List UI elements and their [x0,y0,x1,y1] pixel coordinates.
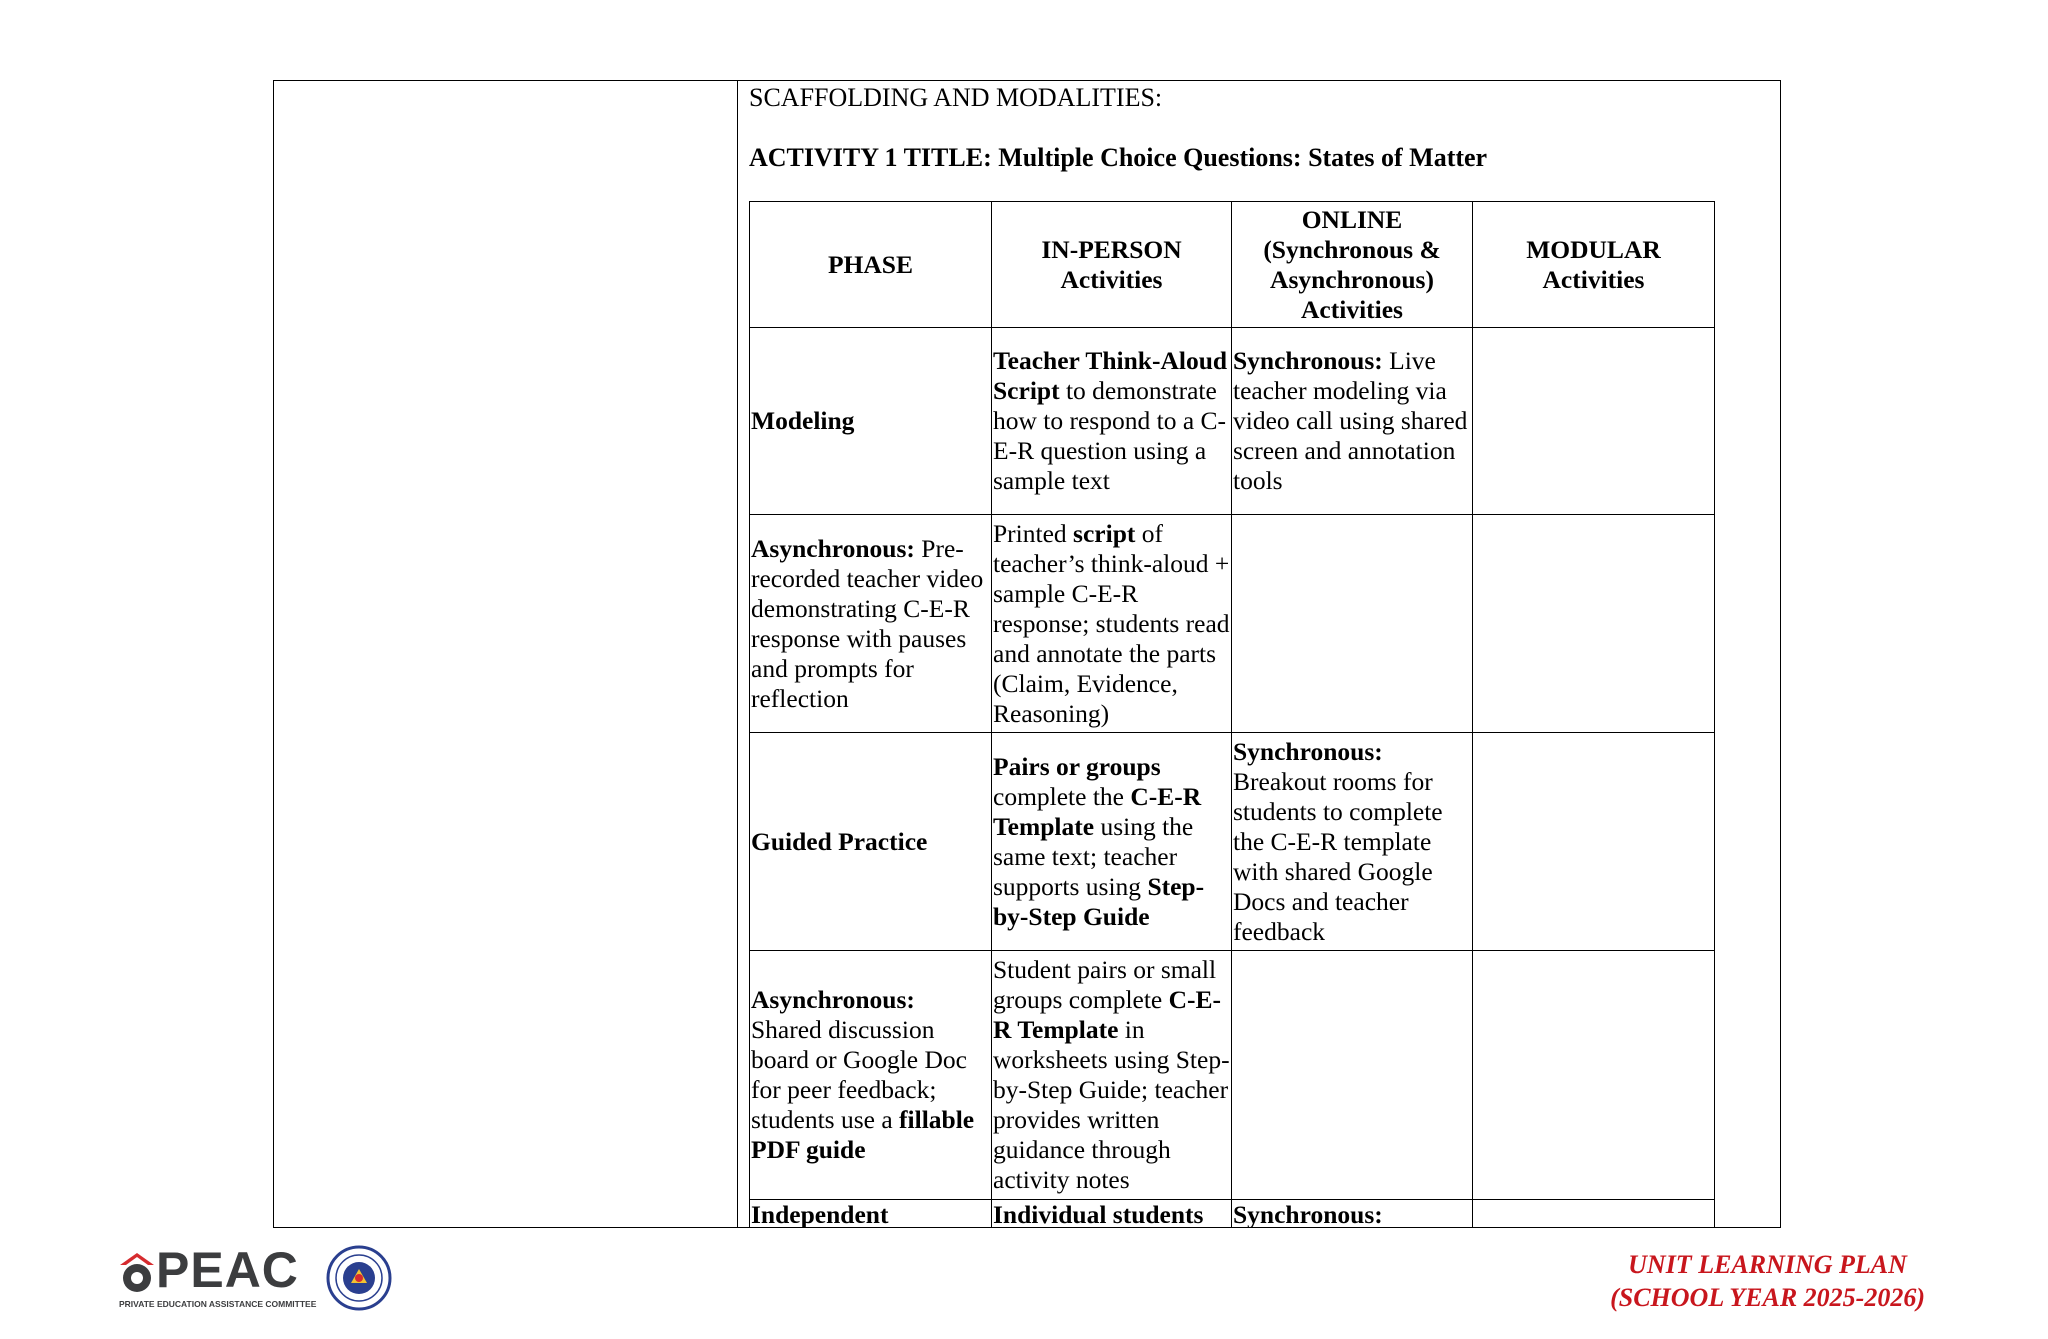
header-online-line1: ONLINE [1301,204,1403,234]
inperson-bold: Individual students [993,1200,1204,1227]
modeling-inperson-cell [992,328,1232,515]
document-frame [273,80,1781,1228]
inperson-bold-3: Step-by-Step Guide [993,871,1205,931]
table-row [750,515,1715,733]
header-phase: PHASE [750,202,992,328]
header-online-line3: Asynchronous) [1270,264,1434,294]
peac-wordmark: PEAC [156,1242,299,1298]
guided-online-cell [1232,733,1473,951]
independent-modular-cell [1473,1200,1715,1228]
guided-inperson-cell [992,733,1232,951]
phase-label: Modeling [751,406,855,435]
guided-async-inperson-cell [992,951,1232,1200]
footer-plan-title [1610,1248,1925,1314]
phase-label: Guided Practice [751,826,928,856]
table-row [750,733,1715,951]
online-bold: Synchronous: [1233,346,1383,375]
inperson-bold: Teacher Think-Aloud Script [993,346,1228,405]
inperson-text-1: Student pairs or small groups complete [993,955,1217,1014]
deped-seal-icon [326,1245,392,1311]
header-online-line4: Activities [1301,294,1403,324]
scaffolding-table [749,201,1715,1227]
right-column [738,81,1780,1227]
phase-bold: Asynchronous: [751,533,915,563]
phase-modeling [750,328,992,515]
guided-async-phase-cell [750,951,992,1200]
table-row [750,328,1715,515]
phase-label: Independent [751,1200,889,1227]
independent-online-cell [1232,1200,1473,1228]
inperson-text-2: using the same text; teacher supports using [993,811,1194,901]
peac-house-icon [118,1251,156,1295]
table-row [750,951,1715,1200]
inperson-text-2: of teacher’s think-aloud + sample C-E-R response; students read and annotate the parts (Claim, Evidence, Reasoning) [993,518,1230,728]
table-header-row [750,202,1715,328]
modeling-online-cell [1232,328,1473,515]
peac-logo [118,1242,398,1315]
online-text: Breakout rooms for students to complete the C-E-R template with shared Google Docs and teacher feedback [1233,766,1443,946]
left-column [274,81,738,1227]
online-text: Live teacher modeling via video call using shared screen and annotation tools [1233,346,1468,495]
header-inperson [992,202,1232,328]
inperson-text-1: Printed [993,518,1074,548]
phase-text: Pre-recorded teacher video demonstrating C-E-R response with pauses and prompts for reflection [751,533,984,713]
activity-title: ACTIVITY 1 TITLE: Multiple Choice Questions: States of Matter [749,143,1488,172]
inperson-bold-2: C-E-R Template [993,781,1202,841]
phase-text: Shared discussion board or Google Doc for peer feedback; students use a [751,1015,967,1134]
phase-guided-practice [750,733,992,951]
inperson-bold: script [1073,518,1136,548]
inperson-text-1: complete the [993,781,1131,811]
table-row [750,1200,1715,1228]
header-online-line2: (Synchronous & [1263,234,1441,264]
modeling-async-inperson-cell [992,515,1232,733]
modeling-async-phase-cell [750,515,992,733]
online-bold: Synchronous: [1233,736,1383,766]
phase-independent [750,1200,992,1228]
phase-bold-2: fillable PDF guide [751,1105,975,1164]
header-inperson-line2: Activities [1060,264,1163,294]
header-modular [1473,202,1715,328]
section-heading: SCAFFOLDING AND MODALITIES: [749,83,1163,112]
peac-fullname: PRIVATE EDUCATION ASSISTANCE COMMITTEE [119,1299,317,1309]
inperson-text-2: in worksheets using Step-by-Step Guide; teacher provides written guidance through activity notes [993,1015,1230,1194]
independent-inperson-cell [992,1200,1232,1228]
header-online [1232,202,1473,328]
guided-async-online-cell [1232,951,1473,1200]
phase-bold-1: Asynchronous: [751,985,915,1014]
guided-async-modular-cell [1473,951,1715,1200]
inperson-bold: C-E-R Template [993,985,1222,1044]
plan-line-2: (SCHOOL YEAR 2025-2026) [1610,1283,1925,1312]
modeling-async-modular-cell [1473,515,1715,733]
header-modular-line2: Activities [1542,264,1645,294]
online-bold: Synchronous: [1233,1200,1383,1227]
inperson-text: to demonstrate how to respond to a C-E-R question using a sample text [993,376,1227,495]
inperson-bold-1: Pairs or groups [993,751,1161,781]
modeling-modular-cell [1473,328,1715,515]
header-modular-line1: MODULAR [1526,234,1661,264]
plan-line-1: UNIT LEARNING PLAN [1628,1250,1907,1279]
modeling-async-online-cell [1232,515,1473,733]
header-inperson-line1: IN-PERSON [1041,234,1182,264]
guided-modular-cell [1473,733,1715,951]
